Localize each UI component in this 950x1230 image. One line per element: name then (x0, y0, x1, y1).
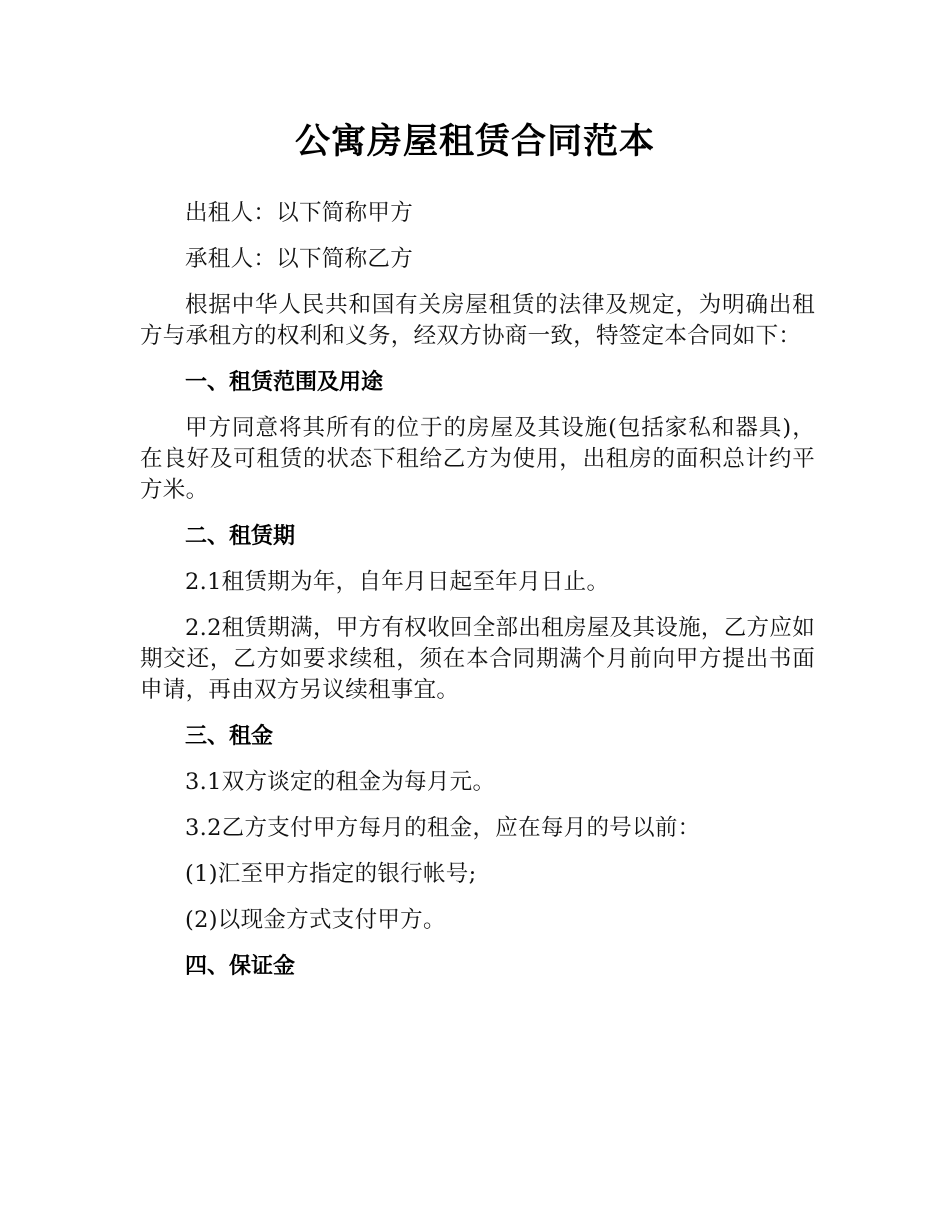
section-heading-4: 四、保证金 (185, 954, 296, 979)
document-body (140, 198, 815, 997)
party-lessee-line: 承租人：以下简称乙方 (185, 246, 414, 272)
section-heading-3: 三、租金 (185, 724, 274, 749)
clause-3-2: 3.2乙方支付甲方每月的租金，应在每月的号以前： (185, 815, 701, 841)
party-lessor-line: 出租人：以下简称甲方 (185, 200, 414, 226)
preamble-paragraph: 根据中华人民共和国有关房屋租赁的法律及规定，为明确出租方与承租方的权利和义务，经双方协商一致，特签定本合同如下： (140, 292, 815, 349)
payment-option-2: (2)以现金方式支付甲方。 (185, 907, 446, 933)
section-heading-2: 二、租赁期 (185, 524, 296, 549)
clause-3-1: 3.1双方谈定的租金为每月元。 (185, 769, 496, 795)
clause-2-1: 2.1租赁期为年，自年月日起至年月日止。 (185, 569, 610, 595)
section-heading-1: 一、租赁范围及用途 (185, 370, 384, 395)
payment-option-1: (1)汇至甲方指定的银行帐号; (185, 861, 477, 887)
document-title: 公寓房屋租赁合同范本 (294, 122, 655, 162)
section-1-paragraph: 甲方同意将其所有的位于的房屋及其设施(包括家私和器具)，在良好及可租赁的状态下租给乙方为使用，出租房的面积总计约平方米。 (140, 415, 815, 503)
clause-2-2: 2.2租赁期满，甲方有权收回全部出租房屋及其设施，乙方应如期交还，乙方如要求续租，须在本合同期满个月前向甲方提出书面申请，再由双方另议续租事宜。 (140, 615, 815, 703)
